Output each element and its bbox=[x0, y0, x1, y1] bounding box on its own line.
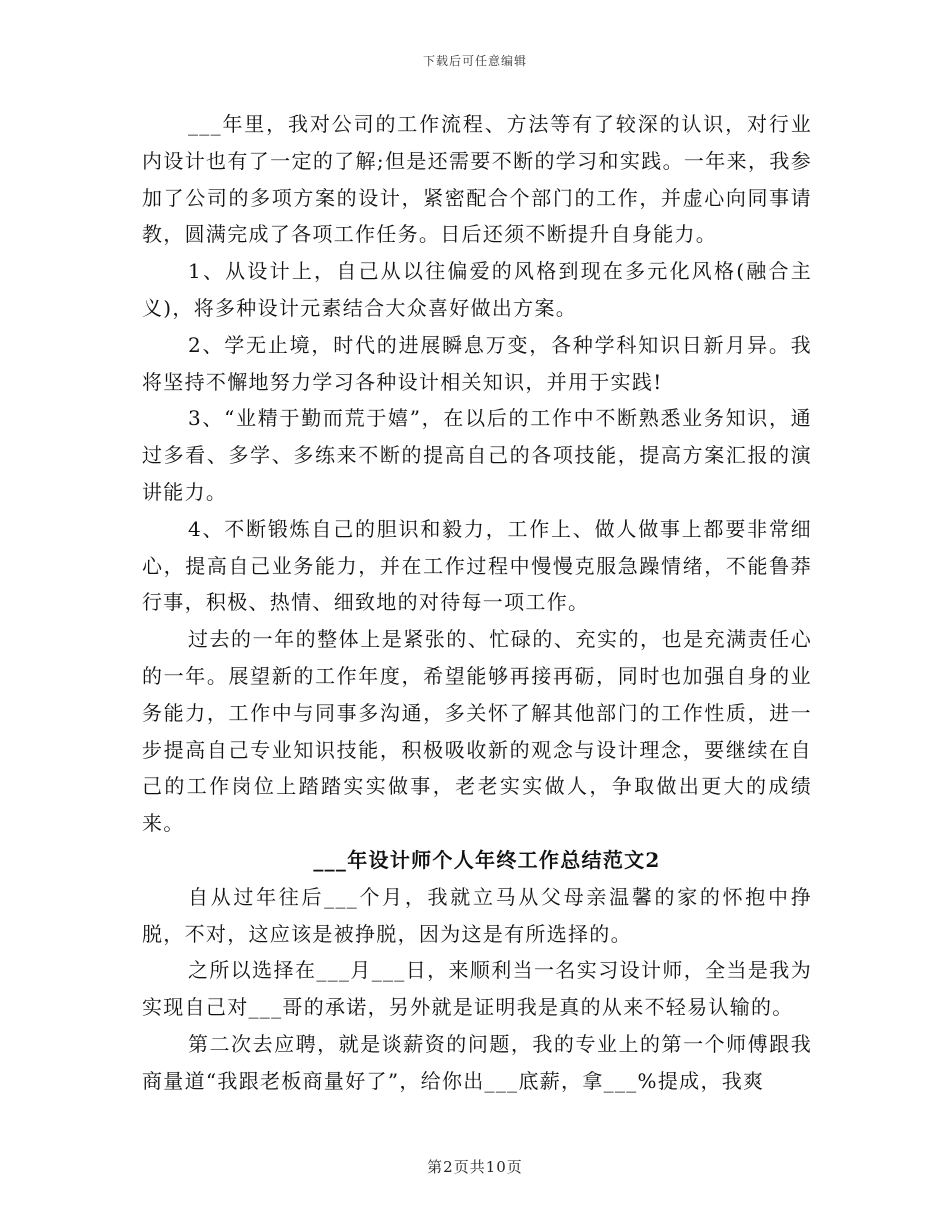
section-paragraph-2: 之所以选择在___月___日，来顺利当一名实习设计师，全当是我为实现自己对___哥的承诺，另外就是证明我是真的从来不轻易认输的。 bbox=[142, 958, 812, 1020]
list-item-1: 1、从设计上，自己从以往偏爱的风格到现在多元化风格(融合主义)，将多种设计元素结合大众喜好做出方案。 bbox=[142, 259, 812, 320]
section-paragraph-3: 第二次去应聘，就是谈薪资的问题，我的专业上的第一个师傅跟我商量道“我跟老板商量好了”，给你出___底薪，拿___%提成，我爽 bbox=[142, 1031, 812, 1093]
summary-paragraph: 过去的一年的整体上是紧张的、忙碌的、充实的，也是充满责任心的一年。展望新的工作年度，希望能够再接再砺，同时也加强自身的业务能力，工作中与同事多沟通，多关怀了解其他部门的工作性质，进一步提高自己专业知识技能，积极吸收新的观念与设计理念，要继续在自己的工作岗位上踏踏实实做事，老老实实做人，争取做出更大的成绩来。 bbox=[142, 627, 812, 836]
section-title: ___年设计师个人年终工作总结范文2 bbox=[313, 847, 661, 872]
document-body bbox=[142, 106, 812, 1100]
download-note: 下载后可任意编辑 bbox=[422, 54, 527, 68]
list-item-4: 4、不断锻炼自己的胆识和毅力，工作上、做人做事上都要非常细心，提高自己业务能力，并在工作过程中慢慢克服急躁情绪，不能鲁莽行事，积极、热情、细致地的对待每一项工作。 bbox=[142, 516, 812, 615]
section-paragraph-1: 自从过年往后___个月，我就立马从父母亲温馨的家的怀抱中挣脱，不对，这应该是被挣脱，因为这是有所选择的。 bbox=[142, 884, 812, 946]
list-item-3: 3、“业精于勤而荒于嬉”，在以后的工作中不断熟悉业务知识，通过多看、多学、多练来不断的提高自己的各项技能，提高方案汇报的演讲能力。 bbox=[142, 406, 812, 504]
intro-paragraph: ___年里，我对公司的工作流程、方法等有了较深的认识，对行业内设计也有了一定的了解;但是还需要不断的学习和实践。一年来，我参加了公司的多项方案的设计，紧密配合个部门的工作，并虚心向同事请教，圆满完成了各项工作任务。日后还须不断提升自身能力。 bbox=[142, 112, 812, 247]
page-number: 第2页共10页 bbox=[427, 1158, 523, 1176]
list-item-2: 2、学无止境，时代的进展瞬息万变，各种学科知识日新月异。我将坚持不懈地努力学习各种设计相关知识，并用于实践! bbox=[142, 332, 812, 394]
